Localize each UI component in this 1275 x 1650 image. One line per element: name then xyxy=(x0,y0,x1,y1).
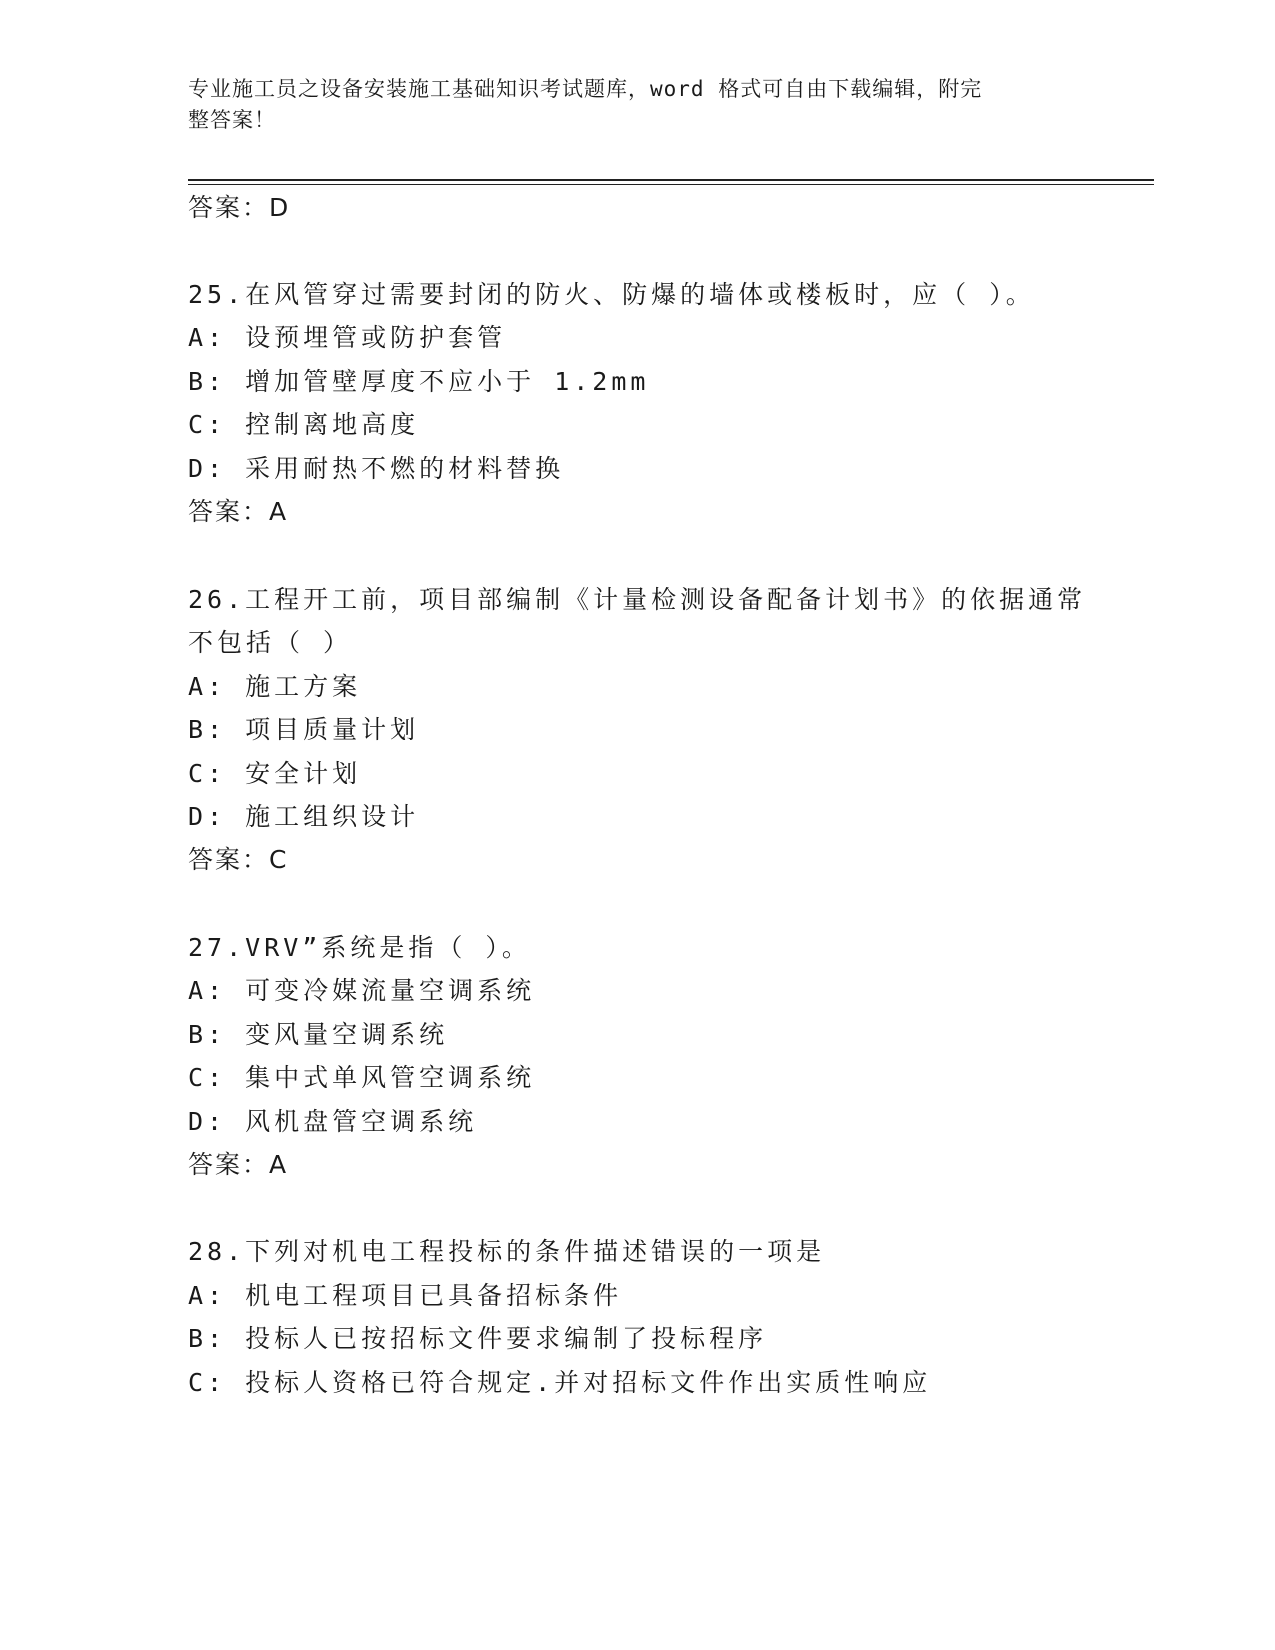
option-c: C: 投标人资格已符合规定.并对招标文件作出实质性响应 xyxy=(188,1368,932,1397)
question-stem: 26.工程开工前，项目部编制《计量检测设备配备计划书》的依据通常 xyxy=(188,585,1087,614)
option-b: B: 投标人已按招标文件要求编制了投标程序 xyxy=(188,1324,768,1353)
header-line-2: 整答案！ xyxy=(188,108,276,132)
answer-label: 答案：A xyxy=(188,497,289,526)
answer-label: 答案：D xyxy=(188,193,291,222)
option-d: D: 施工组织设计 xyxy=(188,802,420,831)
option-c: C: 集中式单风管空调系统 xyxy=(188,1063,536,1092)
question-stem: 25.在风管穿过需要封闭的防火、防爆的墙体或楼板时，应（ ）。 xyxy=(188,280,1035,309)
question-stem: 28.下列对机电工程投标的条件描述错误的一项是 xyxy=(188,1237,826,1266)
option-b: B: 变风量空调系统 xyxy=(188,1020,449,1049)
option-a: A: 可变冷媒流量空调系统 xyxy=(188,976,536,1005)
option-a: A: 施工方案 xyxy=(188,672,362,701)
option-d: D: 风机盘管空调系统 xyxy=(188,1107,478,1136)
question-stem-continued: 不包括（ ） xyxy=(188,628,353,657)
option-a: A: 机电工程项目已具备招标条件 xyxy=(188,1281,623,1310)
answer-label: 答案：C xyxy=(188,845,289,874)
option-b: B: 增加管壁厚度不应小于 1.2mm xyxy=(188,367,650,396)
option-b: B: 项目质量计划 xyxy=(188,715,420,744)
option-a: A: 设预埋管或防护套管 xyxy=(188,323,507,352)
option-c: C: 安全计划 xyxy=(188,759,362,788)
option-d: D: 采用耐热不燃的材料替换 xyxy=(188,454,565,483)
document-header xyxy=(188,74,1088,136)
header-line-1: 专业施工员之设备安装施工基础知识考试题库，word 格式可自由下载编辑，附完 xyxy=(188,77,983,101)
answer-label: 答案：A xyxy=(188,1150,289,1179)
header-divider xyxy=(188,179,1154,181)
question-stem: 27.VRV”系统是指（ ）。 xyxy=(188,933,531,962)
header-divider-thin xyxy=(188,184,1154,185)
option-c: C: 控制离地高度 xyxy=(188,410,420,439)
